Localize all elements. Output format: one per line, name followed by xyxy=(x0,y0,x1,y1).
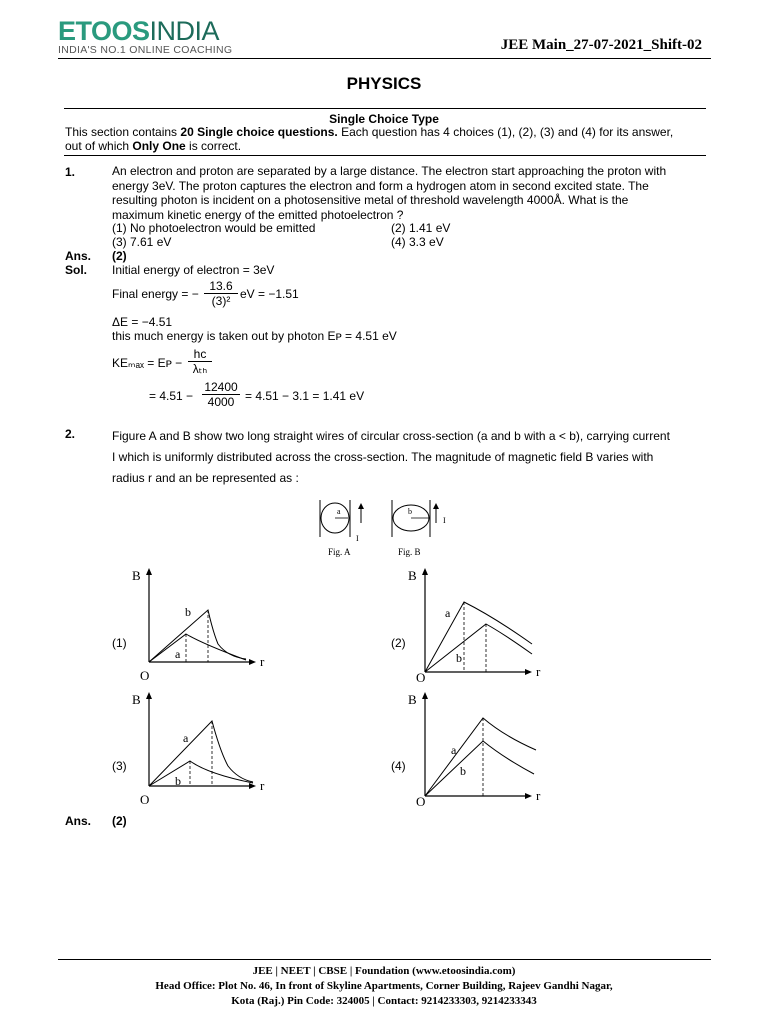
exam-code: JEE Main_27-07-2021_Shift-02 xyxy=(500,37,702,53)
axis-r-label: r xyxy=(260,778,265,793)
fig-a-caption: Fig. A xyxy=(328,547,351,557)
solution-line: = 4.51 − xyxy=(149,389,194,403)
subject-title: PHYSICS xyxy=(346,74,422,93)
q2-line: Figure A and B show two long straight wires of circular cross-section (a and b with a < b), carrying current xyxy=(112,429,670,443)
q1-line: maximum kinetic energy of the emitted photoelectron ? xyxy=(112,207,404,222)
logo-tagline: INDIA'S NO.1 ONLINE COACHING xyxy=(58,44,233,56)
instr-text: Each question has 4 choices (1), (2), (3) and (4) for its answer, xyxy=(337,125,674,139)
q1-option-1: (1) No photoelectron would be emitted xyxy=(112,221,316,235)
q2-line: radius r and an be represented as : xyxy=(112,471,299,485)
q1-line: An electron and proton are separated by a large distance. The electron start approaching the proton with xyxy=(112,164,667,178)
origin-label: O xyxy=(416,794,426,806)
header-rule xyxy=(58,58,711,59)
answer-label: Ans. xyxy=(65,814,92,828)
q1-line: resulting photon is incident on a photosensitive metal of threshold wavelength 4000Å. What is the xyxy=(112,193,629,208)
answer-value: (2) xyxy=(112,249,127,263)
q1-option-2: (2) 1.41 eV xyxy=(391,221,451,235)
axis-r-label: r xyxy=(260,654,265,669)
graph-option-2 xyxy=(404,562,554,682)
q2-line: I which is uniformly distributed across the cross-section. The magnitude of magnetic field B varies with xyxy=(112,450,654,464)
curve-a-label: a xyxy=(183,731,189,745)
instr-text: out of which xyxy=(65,139,133,153)
curve-b-label: b xyxy=(185,605,191,619)
question-1-text xyxy=(112,164,704,222)
instr-bold-count: 20 Single choice questions. xyxy=(180,125,338,139)
q2-option-1-label: (1) xyxy=(112,636,127,650)
fig-b-radius-label: b xyxy=(408,507,412,516)
section-rule-top xyxy=(64,108,706,109)
solution-line: eV = −1.51 xyxy=(240,287,299,301)
axis-b-label: B xyxy=(408,568,417,583)
curve-b-label: b xyxy=(456,651,462,665)
graph-option-1 xyxy=(128,562,278,682)
fig-a xyxy=(320,500,364,557)
fig-a-radius-label: a xyxy=(337,507,341,516)
question-number: 2. xyxy=(65,427,76,441)
section-title: Single Choice Type xyxy=(329,112,439,126)
fraction-denominator: (3)² xyxy=(211,294,231,308)
question-number: 1. xyxy=(65,165,76,179)
q1-line: energy 3eV. The proton captures the electron and form a hydrogen atom in second excited state. The xyxy=(112,178,649,193)
question-2-text xyxy=(112,426,704,489)
answer-label: Ans. xyxy=(65,249,92,263)
brand-logo xyxy=(58,17,219,45)
fraction xyxy=(202,380,240,409)
graph-option-3 xyxy=(128,686,278,806)
curve-b-label: b xyxy=(175,774,181,788)
fig-b-caption: Fig. B xyxy=(398,547,421,557)
fraction xyxy=(204,279,238,308)
axis-b-label: B xyxy=(408,692,417,707)
fraction xyxy=(188,347,212,376)
footer-rule xyxy=(58,959,711,960)
answer-value: (2) xyxy=(112,814,127,828)
fraction-numerator: 12400 xyxy=(204,380,238,394)
q2-option-4-label: (4) xyxy=(391,759,406,773)
instr-text: is correct. xyxy=(185,139,242,153)
fraction-numerator: 13.6 xyxy=(209,279,233,293)
axis-r-label: r xyxy=(536,664,541,679)
fig-b-current-label: I xyxy=(443,516,446,525)
q2-option-3-label: (3) xyxy=(112,759,127,773)
solution-label: Sol. xyxy=(65,263,88,277)
q1-option-4: (4) 3.3 eV xyxy=(391,235,444,249)
fraction-denominator: 4000 xyxy=(207,395,235,409)
solution-line: ΔE = −4.51 xyxy=(112,315,173,329)
curve-a-label: a xyxy=(451,743,457,757)
curve-a-label: a xyxy=(175,647,181,661)
footer-line-3: Kota (Raj.) Pin Code: 324005 | Contact: 9214233303, 9214233343 xyxy=(231,995,537,1007)
graph-option-4 xyxy=(404,686,554,806)
logo-etoos: ETOOS xyxy=(58,16,150,46)
solution-line: KEₘₐₓ = Eᴘ − xyxy=(112,356,183,370)
axis-b-label: B xyxy=(132,568,141,583)
q1-option-3: (3) 7.61 eV xyxy=(112,235,172,249)
solution-line: = 4.51 − 3.1 = 1.41 eV xyxy=(245,389,365,403)
fraction-numerator: hc xyxy=(193,347,207,361)
origin-label: O xyxy=(140,792,150,806)
axis-b-label: B xyxy=(132,692,141,707)
origin-label: O xyxy=(140,668,150,682)
instr-text: This section contains xyxy=(65,125,181,139)
axis-r-label: r xyxy=(536,788,541,803)
fraction-denominator: λₜₕ xyxy=(192,362,208,376)
fig-b xyxy=(392,500,446,557)
curve-b-label: b xyxy=(460,764,466,778)
solution-line: Initial energy of electron = 3eV xyxy=(112,263,275,277)
fig-a-current-label: I xyxy=(356,534,359,543)
section-rule-bottom xyxy=(64,155,706,156)
logo-india: INDIA xyxy=(149,16,220,46)
instr-bold-only-one: Only One xyxy=(132,139,186,153)
wire-cross-section-figure xyxy=(310,495,460,560)
origin-label: O xyxy=(416,670,426,682)
footer-line-1: JEE | NEET | CBSE | Foundation (www.etoosindia.com) xyxy=(252,965,516,977)
solution-line: this much energy is taken out by photon Eᴘ = 4.51 eV xyxy=(112,329,397,343)
q2-option-2-label: (2) xyxy=(391,636,406,650)
solution-line: Final energy = − xyxy=(112,287,199,301)
footer-line-2: Head Office: Plot No. 46, In front of Skyline Apartments, Corner Building, Rajeev Gandhi Nagar, xyxy=(155,980,613,992)
section-instructions xyxy=(65,125,705,153)
curve-a-label: a xyxy=(445,606,451,620)
